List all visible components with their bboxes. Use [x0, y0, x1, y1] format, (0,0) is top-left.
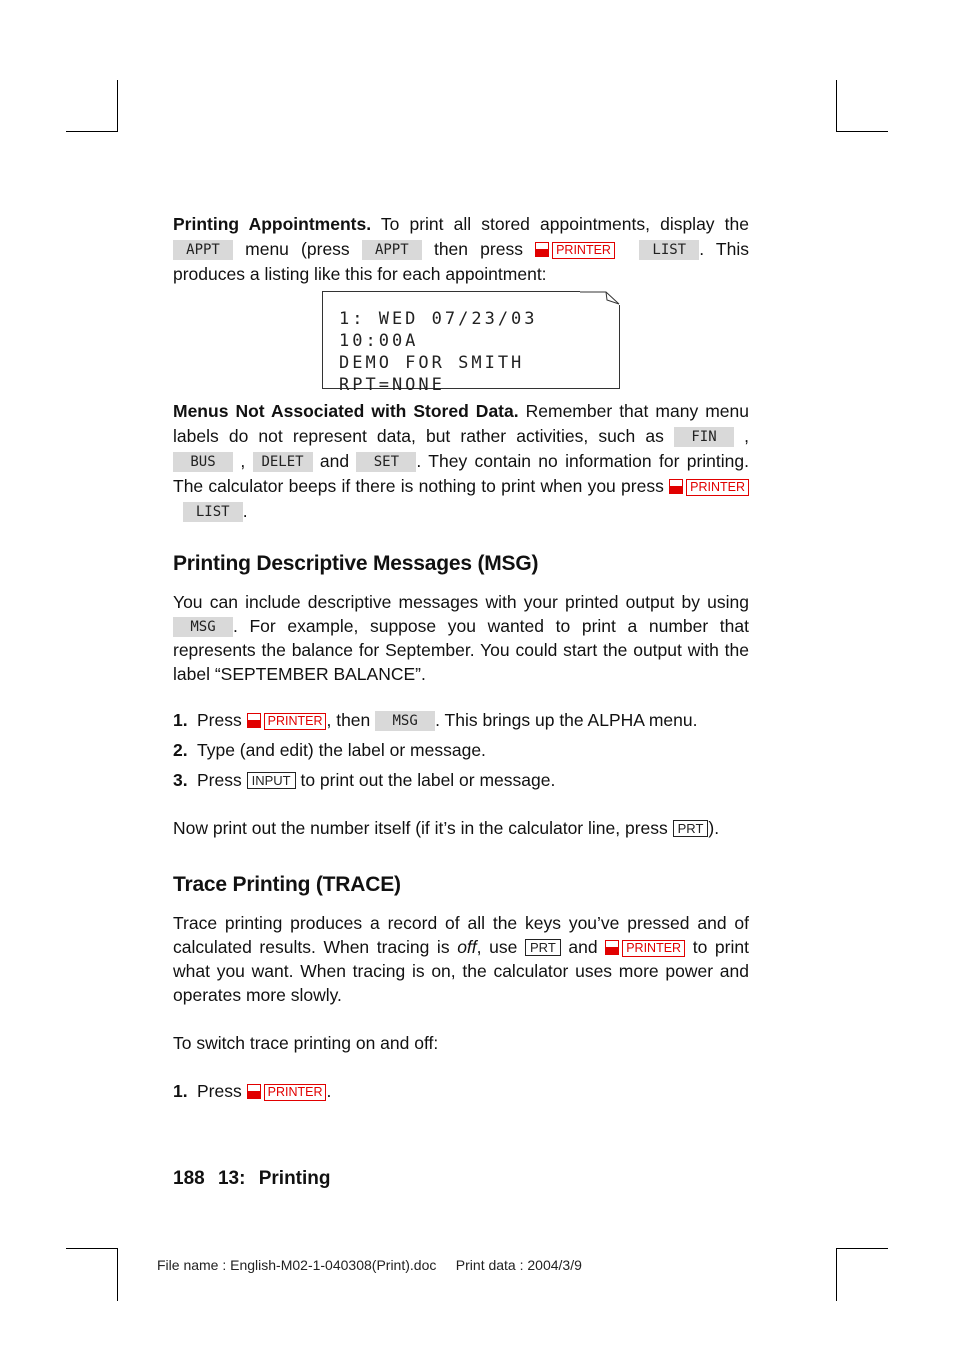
shift-key-icon	[605, 940, 619, 955]
trace-switch-paragraph: To switch trace printing on and off:	[173, 1033, 439, 1053]
crop-mark-bottom-right-v	[836, 1248, 837, 1301]
print-number-paragraph: Now print out the number itself (if it’s in the calculator line, press PRT ).	[173, 818, 720, 838]
printer-key: PRINTER	[264, 1084, 327, 1101]
display-line-1: 1: WED 07/23/03 10:00A	[339, 309, 538, 351]
printed-output-display	[322, 291, 620, 395]
page-footer	[173, 1168, 331, 1190]
crop-mark-top-right-v	[836, 80, 837, 132]
prt-key: PRT	[525, 939, 561, 956]
crop-mark-bottom-left-h	[66, 1248, 118, 1249]
msg-steps-list	[173, 708, 749, 793]
list-menu-key: LIST	[639, 240, 699, 260]
msg-section-title: Printing Descriptive Messages (MSG)	[173, 552, 539, 575]
trace-intro-paragraph: Trace printing produces a record of all the keys you’ve pressed and of calculated results. When tracing is off, use PRT and PRINTER to print what you want. When tracing is on, the calculator uses more power and operates more slowly.	[173, 913, 749, 1005]
printer-key: PRINTER	[552, 242, 615, 259]
crop-mark-top-left-v	[117, 80, 118, 132]
shift-key-icon	[247, 713, 261, 728]
paper-fold-icon	[580, 291, 620, 305]
menus-not-associated-heading: Menus Not Associated with Stored Data.	[173, 401, 519, 421]
shift-key-icon	[669, 479, 683, 494]
crop-mark-top-left-h	[66, 131, 118, 132]
trace-step-1: 1. Press PRINTER .	[173, 1081, 332, 1101]
msg-step-3: 3. Press INPUT to print out the label or message.	[173, 770, 556, 790]
printing-appointments-heading: Printing Appointments.	[173, 214, 372, 234]
file-info: File name : English-M02-1-040308(Print).doc Print data : 2004/3/9	[157, 1257, 582, 1273]
fin-menu-label: FIN	[674, 427, 734, 447]
bus-menu-label: BUS	[173, 452, 233, 472]
page-number: 188	[173, 1168, 205, 1189]
msg-intro-paragraph: You can include descriptive messages with your printed output by using MSG . For example, suppose you wanted to print a number that represents the balance for September. You could start the output with the label “SEPTEMBER BALANCE”.	[173, 592, 749, 684]
display-line-3: RPT=NONE	[339, 375, 445, 395]
crop-mark-bottom-left-v	[117, 1248, 118, 1301]
input-key: INPUT	[247, 772, 296, 789]
crop-mark-bottom-right-h	[836, 1248, 888, 1249]
msg-menu-label: MSG	[173, 617, 233, 637]
set-menu-label: SET	[356, 452, 416, 472]
chapter-title: 13: Printing	[217, 1168, 331, 1189]
printer-key: PRINTER	[686, 479, 749, 496]
display-line-2: DEMO FOR SMITH	[339, 353, 525, 373]
printing-appointments-paragraph: Printing Appointments. To print all stored appointments, display the APPT menu (press APPT then press PRINTER LIST . This produces a listing like this for each appointment:	[173, 214, 750, 284]
msg-menu-key: MSG	[375, 711, 435, 731]
printer-key: PRINTER	[264, 713, 327, 730]
trace-section-title: Trace Printing (TRACE)	[173, 873, 401, 896]
msg-step-2: 2. Type (and edit) the label or message.	[173, 740, 486, 760]
list-menu-key: LIST	[183, 502, 243, 522]
prt-key: PRT	[673, 820, 709, 837]
appt-menu-label: APPT	[173, 240, 233, 260]
printer-key: PRINTER	[622, 940, 685, 957]
trace-steps-list	[173, 1079, 749, 1104]
page-content	[173, 212, 749, 1109]
shift-key-icon	[535, 242, 549, 257]
msg-step-1: 1. Press PRINTER , then MSG . This brings up the ALPHA menu.	[173, 710, 698, 730]
menus-not-associated-paragraph: Menus Not Associated with Stored Data. Remember that many menu labels do not represent data, but rather activities, such as FIN , BUS , DELET and SET . They contain no information for printing. The calculator beeps if there is nothing to print when you press PRINTER LIST .	[173, 401, 749, 521]
delet-menu-label: DELET	[253, 452, 313, 472]
shift-key-icon	[247, 1084, 261, 1099]
appt-menu-key: APPT	[362, 240, 422, 260]
crop-mark-top-right-h	[836, 131, 888, 132]
